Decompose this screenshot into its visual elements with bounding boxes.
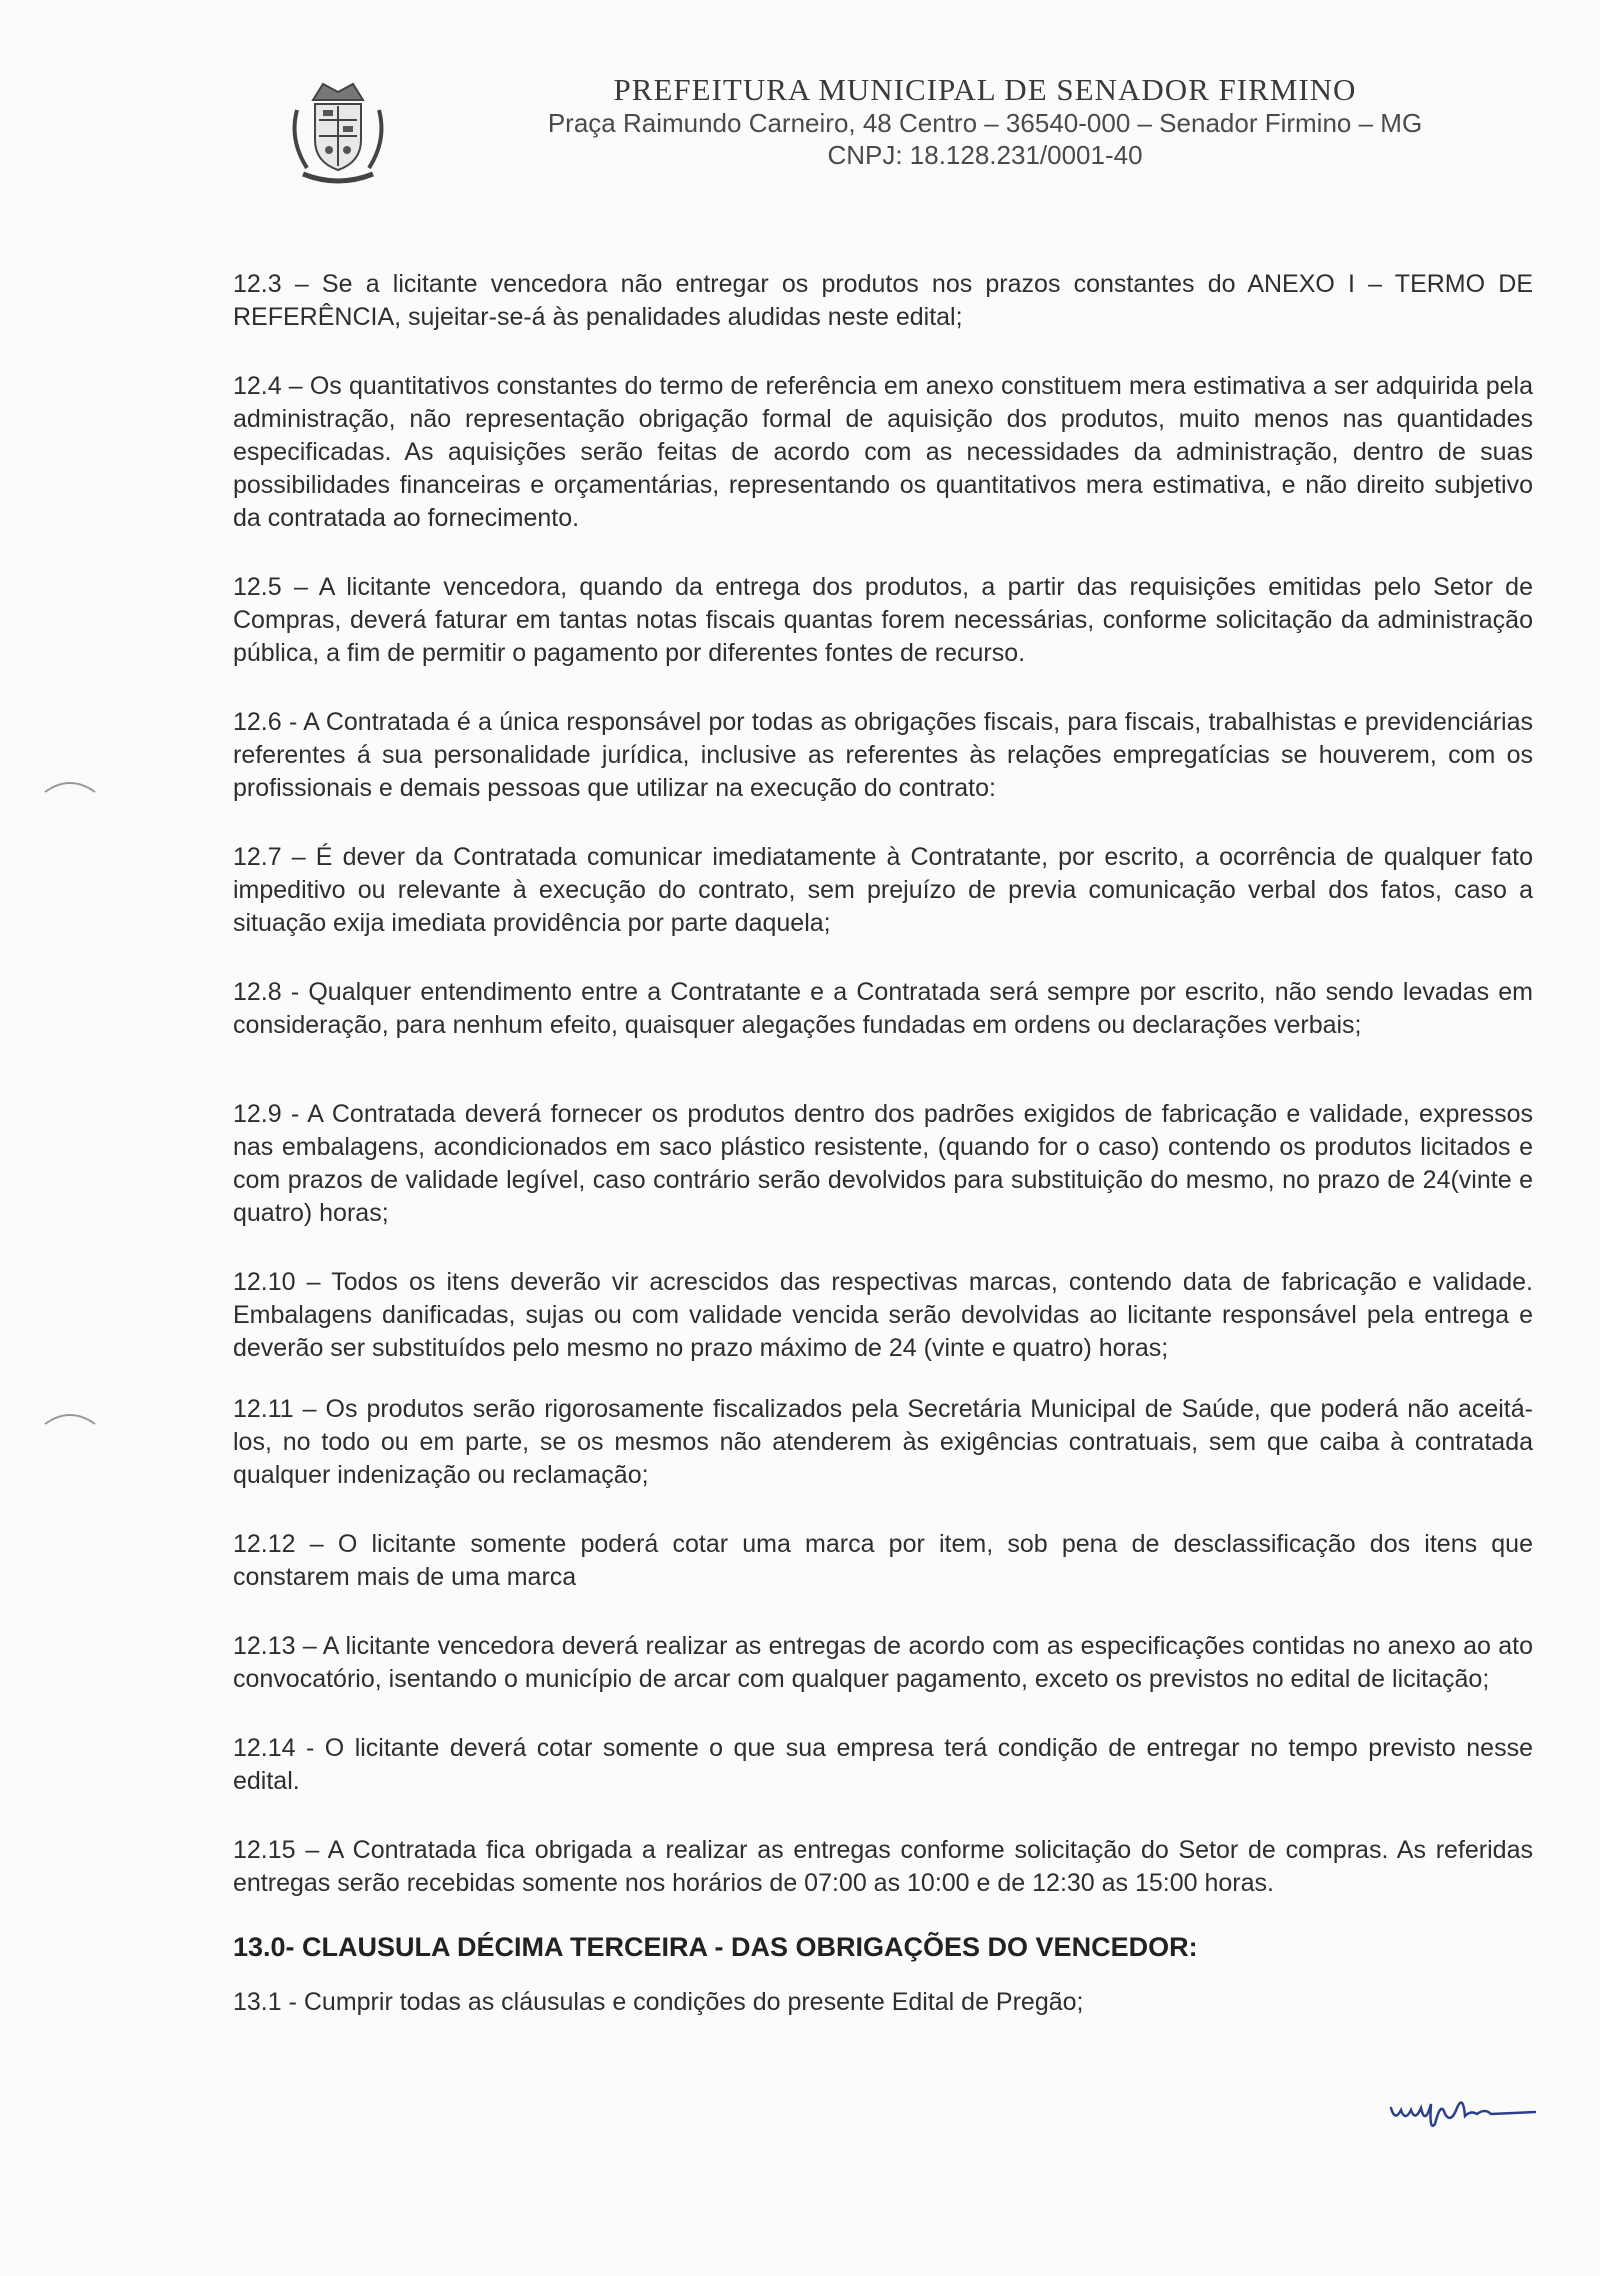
clause-12-11: 12.11 – Os produtos serão rigorosamente fiscalizados pela Secretária Municipal de Saúde, que poderá não aceitá-los, no todo ou em parte, se os mesmos não atenderem às exigências contratuais, sem que caiba à contratada qualquer indenização ou reclamação;: [233, 1395, 1533, 1489]
document-body: [233, 268, 1533, 2055]
clause-12-3: 12.3 – Se a licitante vencedora não entregar os produtos nos prazos constantes do ANEXO I – TERMO DE REFERÊNCIA, sujeitar-se-á às penalidades aludidas neste edital;: [233, 270, 1533, 331]
handwritten-initials: [1385, 2080, 1545, 2140]
clause-12-8: 12.8 - Qualquer entendimento entre a Contratante e a Contratada será sempre por escrito, não sendo levadas em consideração, para nenhum efeito, quaisquer alegações fundadas em ordens ou declarações verbais;: [233, 978, 1533, 1039]
punch-hole-mark: [40, 1402, 100, 1432]
municipality-address: Praça Raimundo Carneiro, 48 Centro – 36540-000 – Senador Firmino – MG: [547, 108, 1423, 138]
punch-hole-mark: [40, 770, 100, 800]
municipality-name: PREFEITURA MUNICIPAL DE SENADOR FIRMINO: [613, 72, 1357, 107]
letterhead: [0, 0, 1600, 200]
clause-13-1: 13.1 - Cumprir todas as cláusulas e condições do presente Edital de Pregão;: [233, 1988, 1084, 2016]
clause-12-5: 12.5 – A licitante vencedora, quando da entrega dos produtos, a partir das requisições emitidas pelo Setor de Compras, deverá faturar em tantas notas fiscais quantas forem necessárias, conforme solicitação da administração pública, a fim de permitir o pagamento por diferentes fontes de recurso.: [233, 573, 1533, 667]
clause-12-10: 12.10 – Todos os itens deverão vir acrescidos das respectivas marcas, contendo data de fabricação e validade. Embalagens danificadas, sujas ou com validade vencida serão devolvidas ao licitante responsável pela entrega e deverão ser substituídos pelo mesmo no prazo máximo de 24 (vinte e quatro) horas;: [233, 1268, 1533, 1362]
clause-12-14: 12.14 - O licitante deverá cotar somente o que sua empresa terá condição de entregar no tempo previsto nesse edital.: [233, 1734, 1533, 1795]
clause-12-12: 12.12 – O licitante somente poderá cotar uma marca por item, sob pena de desclassificação dos itens que constarem mais de uma marca: [233, 1530, 1533, 1591]
municipality-cnpj: CNPJ: 18.128.231/0001-40: [827, 140, 1143, 170]
clause-12-13: 12.13 – A licitante vencedora deverá realizar as entregas de acordo com as especificações contidas no anexo ao ato convocatório, isentando o município de arcar com qualquer pagamento, exceto os previstos no edital de licitação;: [233, 1632, 1533, 1693]
clause-12-15: 12.15 – A Contratada fica obrigada a realizar as entregas conforme solicitação do Setor de compras. As referidas entregas serão recebidas somente nos horários de 07:00 as 10:00 e de 12:30 as 15:00 horas.: [233, 1836, 1533, 1897]
section-13-heading: 13.0- CLAUSULA DÉCIMA TERCEIRA - DAS OBRIGAÇÕES DO VENCEDOR:: [233, 1932, 1198, 1962]
clause-12-9: 12.9 - A Contratada deverá fornecer os produtos dentro dos padrões exigidos de fabricação e validade, expressos nas embalagens, acondicionados em saco plástico resistente, (quando for o caso) contendo os produtos licitados e com prazos de validade legível, caso contrário serão devolvidos para substituição do mesmo, no prazo de 24(vinte e quatro) horas;: [233, 1100, 1533, 1227]
clause-12-7: 12.7 – É dever da Contratada comunicar imediatamente à Contratante, por escrito, a ocorrência de qualquer fato impeditivo ou relevante à execução do contrato, sem prejuízo de previa comunicação verbal dos fatos, caso a situação exija imediata providência por parte daquela;: [233, 843, 1533, 937]
clause-12-4: 12.4 – Os quantitativos constantes do termo de referência em anexo constituem mera estimativa a ser adquirida pela administração, não representação obrigação formal de aquisição dos produtos, muito menos nas quantidades especificadas. As aquisições serão feitas de acordo com as necessidades da administração, dentro de suas possibilidades financeiras e orçamentárias, representando os quantitativos mera estimativa, e não direito subjetivo da contratada ao fornecimento.: [233, 372, 1533, 532]
municipal-coat-of-arms: [283, 70, 393, 192]
clause-12-6: 12.6 - A Contratada é a única responsável por todas as obrigações fiscais, para fiscais, trabalhistas e previdenciárias referentes á sua personalidade jurídica, inclusive as referentes às relações empregatícias se houverem, com os profissionais e demais pessoas que utilizar na execução do contrato:: [233, 708, 1533, 802]
